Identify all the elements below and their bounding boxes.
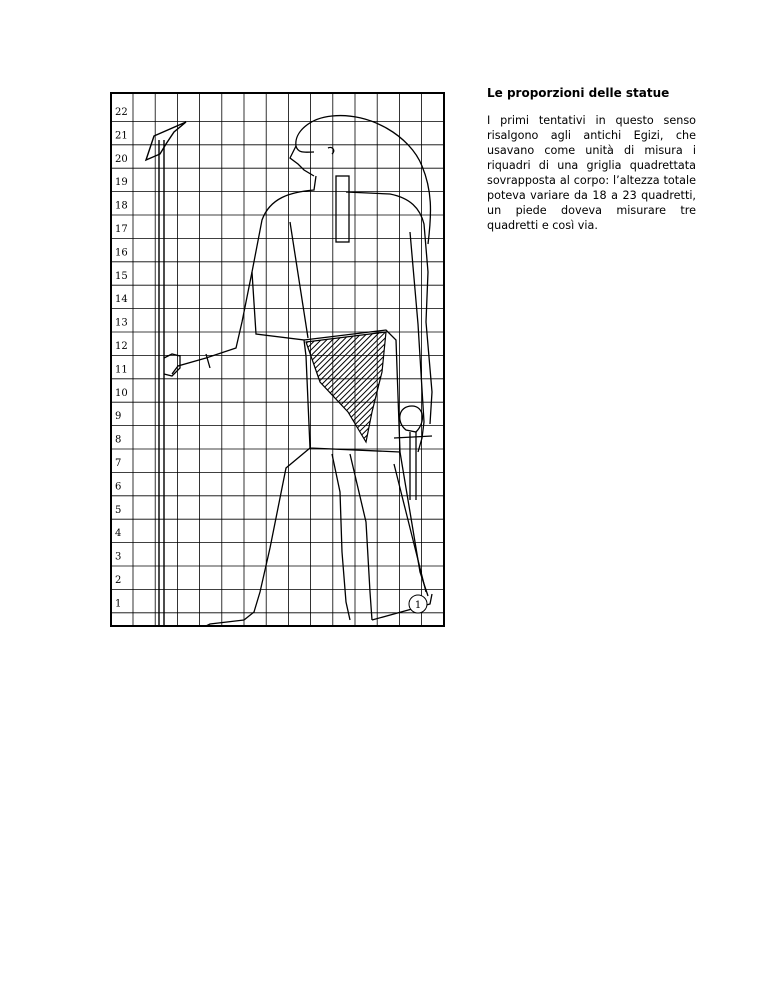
row-number-label: 15 xyxy=(115,270,128,282)
row-number-label: 1 xyxy=(115,598,122,610)
article-title: Le proporzioni delle statue xyxy=(487,86,670,100)
row-number-label: 19 xyxy=(115,177,128,189)
row-number-label: 6 xyxy=(115,481,122,493)
row-number-label: 12 xyxy=(115,341,128,352)
row-number-label: 10 xyxy=(115,387,128,399)
row-number-label: 13 xyxy=(115,317,128,329)
article-text xyxy=(487,85,696,233)
row-number-label: 11 xyxy=(115,364,128,376)
row-number-label: 3 xyxy=(115,551,122,563)
row-number-label: 18 xyxy=(115,200,128,212)
corner-mark-label: 1 xyxy=(414,600,422,611)
row-number-label: 20 xyxy=(115,153,128,165)
article-paragraph: I primi tentativi in questo senso risalgono agli antichi Egizi, che usavano come unità di misura i riquadri di una griglia quadrettata sovrapposta al corpo: l’altezza totale poteva variare da 18 a 23 quadretti, un piede doveva misurare tre quadretti e così via. xyxy=(487,114,696,232)
row-number-label: 22 xyxy=(115,107,128,118)
row-number-label: 7 xyxy=(115,458,122,469)
row-number-label: 9 xyxy=(115,411,122,423)
row-number-label: 2 xyxy=(115,575,122,586)
row-number-label: 5 xyxy=(115,504,122,516)
grid-drawing xyxy=(110,92,446,628)
row-number-label: 4 xyxy=(115,528,122,540)
figure-frame xyxy=(111,93,444,626)
row-number-label: 17 xyxy=(115,224,128,235)
egyptian-canon-grid-figure xyxy=(110,92,446,628)
row-number-label: 16 xyxy=(115,247,128,259)
row-number-label: 8 xyxy=(115,434,122,446)
row-number-label: 14 xyxy=(115,294,128,306)
row-number-label: 21 xyxy=(115,130,128,142)
